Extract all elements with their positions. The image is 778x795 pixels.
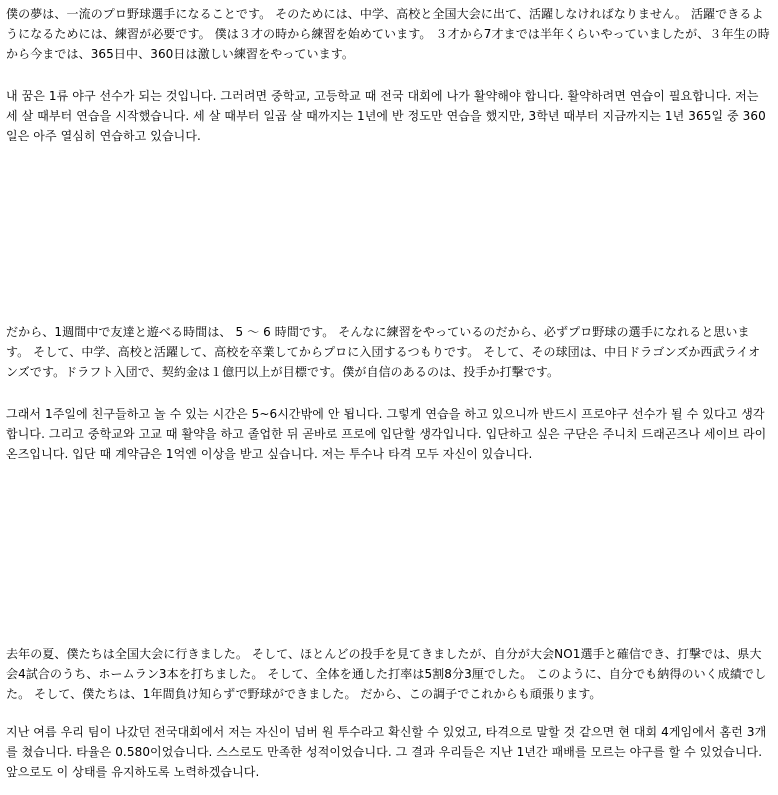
paragraph-korean-dream: 내 꿈은 1류 야구 선수가 되는 것입니다. 그러려면 중학교, 고등학교 때 전국 대회에 나가 활약해야 합니다. 활약하려면 연습이 필요합니다. 저는 세 살 때부터 연습을 시작했습니다. 세 살 때부터 일곱 살 때까지는 1년에 반 정도만 연습을 했지만, 3학년 때부터 지금까지는 1년 365일 중 360일은 아주 열심히 연습하고 있습니다. xyxy=(6,89,766,143)
paragraph-korean-practice: 그래서 1주일에 친구들하고 놀 수 있는 시간은 5~6시간밖에 안 됩니다. 그렇게 연습을 하고 있으니까 반드시 프로야구 선수가 될 수 있다고 생각합니다. 그리고 중학교와 고교 때 활약을 하고 졸업한 뒤 곧바로 프로에 입단할 생각입니다. 입단하고 싶은 구단은 주니치 드래곤즈나 세이브 라이온즈입니다. 입단 때 계약금은 1억엔 이상을 받고 싶습니다. 저는 투수나 타격 모두 자신이 있습니다. xyxy=(6,407,767,461)
paragraph-japanese-practice: だから、1週間中で友達と遊べる時間は、 5 ～ 6 時間です。 そんなに練習をやっているのだから、必ずプロ野球の選手になれると思います。 そして、中学、高校と活躍して、高校を卒業してからプロに入団するつもりです。 そして、その球団は、中日ドラゴンズか西武ライオンズです。ドラフト入団で、契約金は１億円以上が目標です。僕が自信のあるのは、投手か打撃です。 xyxy=(6,325,761,379)
paragraph-japanese-results: 去年の夏、僕たちは全国大会に行きました。 そして、ほとんどの投手を見てきましたが、自分が大会NO1選手と確信でき、打撃では、県大会4試合のうち、ホームラン3本を打ちました。 そして、全体を通した打率は5割8分3厘でした。 このように、自分でも納得のいく成績でした。 そして、僕たちは、1年間負け知らずで野球ができました。 だから、この調子でこれからも頑張ります。 xyxy=(6,647,767,701)
paragraph-korean-results: 지난 여름 우리 팀이 나갔던 전국대회에서 저는 자신이 넘버 원 투수라고 확신할 수 있었고, 타격으로 말할 것 같으면 현 대회 4게임에서 홈런 3개를 쳤습니다. 타율은 0.580이었습니다. 스스로도 만족한 성적이었습니다. 그 결과 우리들은 지난 1년간 패배를 모르는 야구를 할 수 있었습니다. 앞으로도 이 상태를 유지하도록 노력하겠습니다. xyxy=(6,725,767,779)
paragraph-japanese-dream: 僕の夢は、一流のプロ野球選手になることです。 そのためには、中学、高校と全国大会に出て、活躍しなければなりません。 活躍できるようになるためには、練習が必要です。 僕は３才の時から練習を始めています。 ３才から7才までは半年くらいやっていましたが、３年生の時から今までは、365日中、360日は激しい練習をやっています。 xyxy=(6,7,770,61)
